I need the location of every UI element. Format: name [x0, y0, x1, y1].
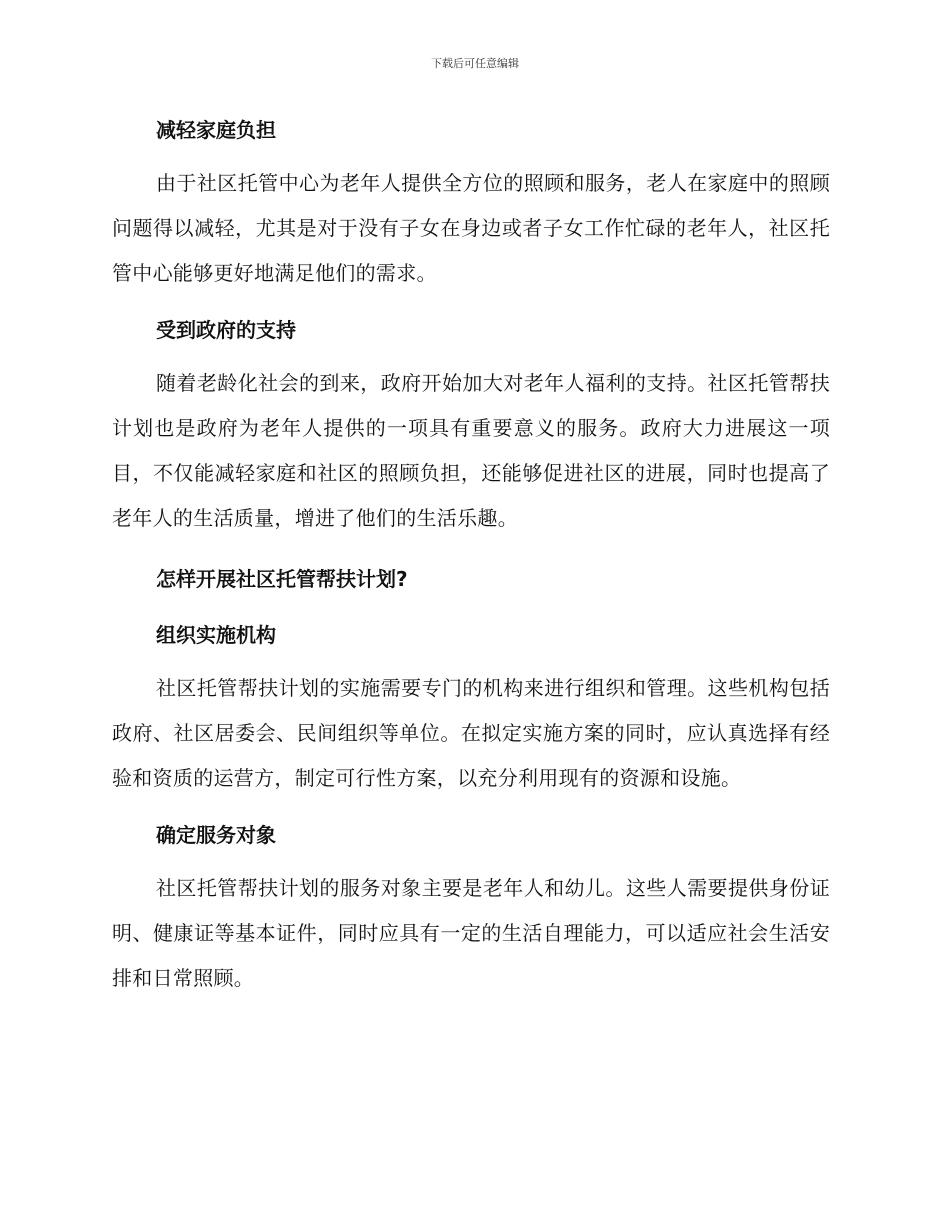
- header-note: 下载后可任意编辑: [431, 57, 519, 70]
- section-paragraph-service-targets: 社区托管帮扶计划的服务对象主要是老年人和幼儿。这些人需要提供身份证明、健康证等基本证件，同时应具有一定的生活自理能力，可以适应社会生活安排和日常照顾。: [112, 876, 830, 990]
- section-heading-reduce-family-burden: 减轻家庭负担: [156, 118, 276, 142]
- section-heading-organization: 组织实施机构: [156, 623, 276, 647]
- section-heading-how-to-carry-out: 怎样开展社区托管帮扶计划?: [156, 567, 408, 591]
- section-paragraph-government-support: 随着老龄化社会的到来，政府开始加大对老年人福利的支持。社区托管帮扶计划也是政府为老年人提供的一项具有重要意义的服务。政府大力进展这一项目，不仅能减轻家庭和社区的照顾负担，还能够促进社区的进展，同时也提高了老年人的生活质量，增进了他们的生活乐趣。: [112, 371, 830, 530]
- section-paragraph-reduce-family-burden: 由于社区托管中心为老年人提供全方位的照顾和服务，老人在家庭中的照顾问题得以减轻，尤其是对于没有子女在身边或者子女工作忙碌的老年人，社区托管中心能够更好地满足他们的需求。: [112, 171, 830, 285]
- section-paragraph-organization: 社区托管帮扶计划的实施需要专门的机构来进行组织和管理。这些机构包括政府、社区居委会、民间组织等单位。在拟定实施方案的同时，应认真选择有经验和资质的运营方，制定可行性方案，以充分利用现有的资源和设施。: [112, 676, 830, 790]
- section-heading-service-targets: 确定服务对象: [156, 823, 276, 847]
- section-heading-government-support: 受到政府的支持: [156, 318, 296, 342]
- document-body: [112, 112, 830, 1001]
